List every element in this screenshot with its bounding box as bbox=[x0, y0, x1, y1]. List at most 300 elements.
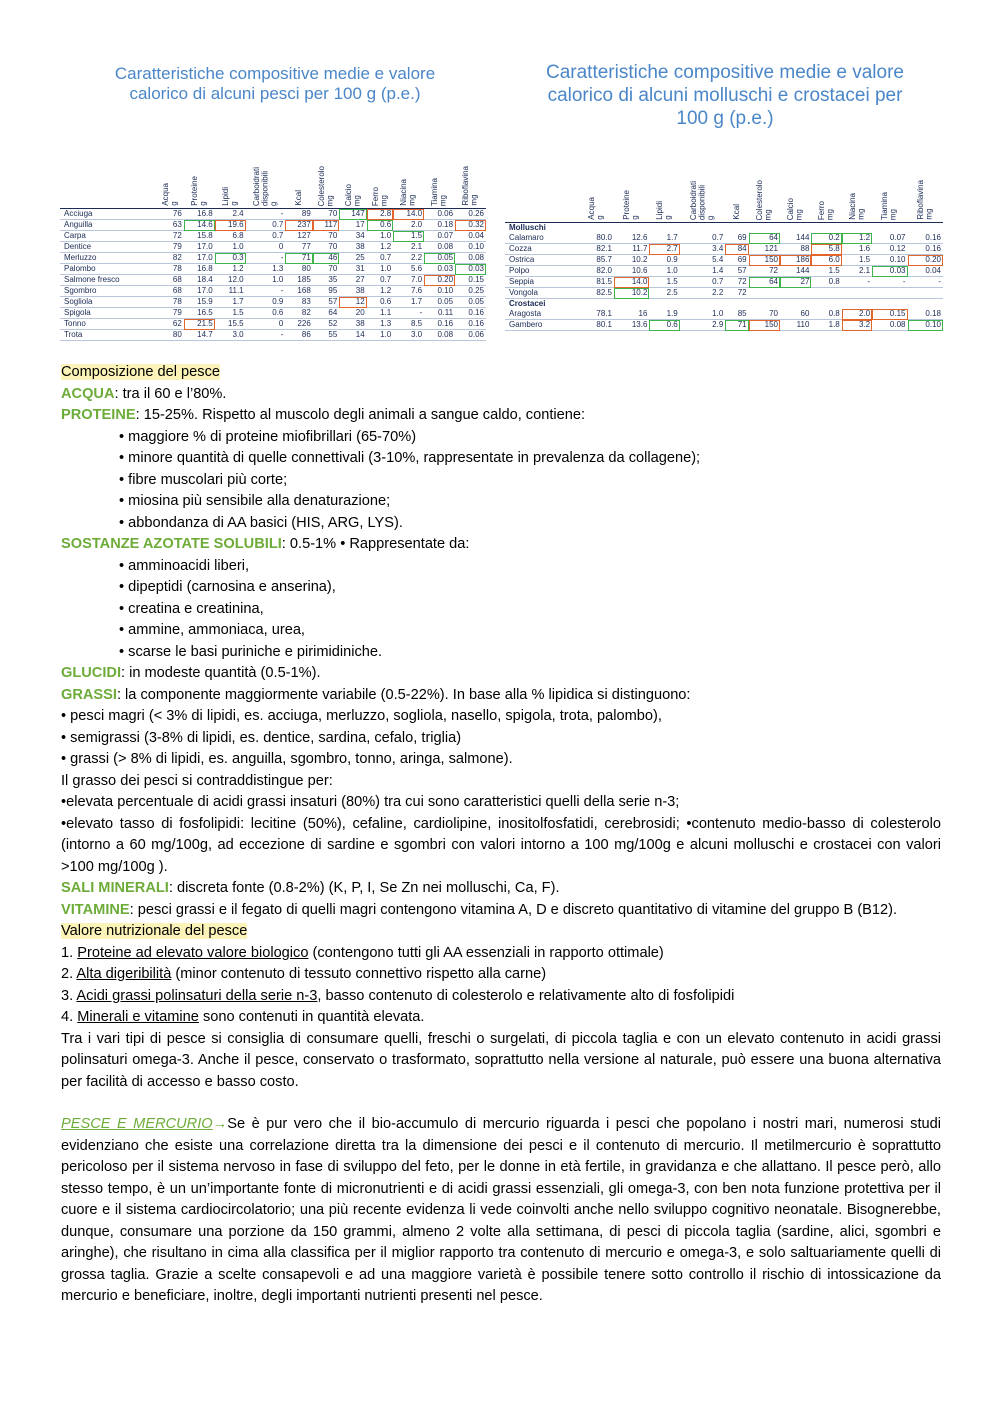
table-cell: 1.5 bbox=[649, 277, 679, 288]
table-row bbox=[60, 308, 486, 319]
column-header-label: Acqua g bbox=[161, 183, 179, 206]
table-cell: 0.11 bbox=[424, 308, 455, 319]
table-cell: 186 bbox=[780, 255, 811, 266]
table-row bbox=[505, 309, 943, 320]
list-item: • creatina e creatinina, bbox=[119, 600, 264, 617]
table-cell: 18.4 bbox=[184, 275, 215, 286]
table-cell: 0.18 bbox=[424, 220, 455, 231]
table-cell: 85.7 bbox=[579, 255, 614, 266]
arrow-icon: → bbox=[212, 1116, 228, 1132]
table-cell: 0.10 bbox=[908, 320, 944, 331]
table-cell: 69 bbox=[725, 255, 748, 266]
table-cell: 0.8 bbox=[811, 309, 841, 320]
mollusc-title-line-2: calorico di alcuni molluschi e crostacei per bbox=[547, 84, 903, 106]
item-number: 4. bbox=[61, 1009, 78, 1025]
table-cell: 38 bbox=[339, 242, 366, 253]
table-row bbox=[60, 297, 486, 308]
table-cell: 72 bbox=[725, 288, 748, 299]
table-cell: 0.05 bbox=[455, 297, 486, 308]
table-cell: 17.0 bbox=[184, 253, 215, 264]
table-cell: 0.08 bbox=[424, 330, 455, 341]
column-header-label: Colesterolo mg bbox=[316, 165, 335, 206]
mercurio-text: Se è pur vero che il bio-accumulo di mercurio riguarda i pesci che popolano i nostri mari, numerosi studi evidenziano che esiste una correlazione diretta tra la dimensione dei pesci e il contenuto di mercurio. Il metilmercurio è soprattutto pericoloso per il sistema nervoso in fase di sviluppo del feto, per le donne in età fertile, in gravidanza e che allattano. Il pesce però, allo stesso tempo, è un un’importante fonte di micronutrienti e di acidi grassi essenziali, gli omega-3, con ben nota funzione protettiva per il cuore e il sistema cardiocircolatorio; una più recente evidenza li vede coinvolti anche nello sviluppo cognitivo neonatale. Bisognerebbe, dunque, consumare una porzione da 150 grammi, almeno 2 volte alla settimana, di pesci di piccola taglia (sardine, alici, sgombri e aringhe), che risultano in cima alla classifica per il miglior rapporto tra contenuto di mercurio e omega-3, e solo saltuariamente quelli di grossa taglia. Grazie a scelte consapevoli e ad una maggiore varietà è possibile tenere sotto controllo il rischio di intossicazione da mercurio e beneficiare, inoltre, degli importanti nutrienti presenti nel pesce. bbox=[61, 1116, 941, 1304]
fish-table bbox=[60, 150, 486, 341]
table-cell: 0.20 bbox=[424, 275, 455, 286]
table-cell: 78 bbox=[157, 297, 184, 308]
table-cell: 1.0 bbox=[680, 309, 726, 320]
table-cell: 1.5 bbox=[811, 266, 841, 277]
column-header bbox=[614, 164, 649, 223]
table-cell: 0.7 bbox=[367, 253, 394, 264]
table-cell: 17.0 bbox=[184, 242, 215, 253]
column-header-label: Proteine g bbox=[622, 190, 640, 220]
table-cell: 0.08 bbox=[424, 242, 455, 253]
table-cell bbox=[749, 288, 780, 299]
proteine-label: PROTEINE bbox=[61, 407, 136, 423]
table-cell: 0.6 bbox=[367, 297, 394, 308]
table-cell: 82 bbox=[157, 253, 184, 264]
row-name: Trota bbox=[60, 330, 157, 341]
mollusc-panel-title bbox=[505, 62, 945, 130]
table-cell: 78.1 bbox=[579, 309, 614, 320]
item-text: sono contenuti in quantità elevata. bbox=[198, 1009, 425, 1025]
column-header bbox=[184, 150, 215, 209]
table-cell: 2.2 bbox=[393, 253, 424, 264]
item-text: (minor contenuto di tessuto connettivo rispetto alla carne) bbox=[171, 966, 547, 982]
table-cell: 185 bbox=[285, 275, 312, 286]
table-cell: 68 bbox=[157, 286, 184, 297]
column-header-label: Calcio mg bbox=[343, 183, 361, 206]
column-header bbox=[780, 164, 811, 223]
row-name: Tonno bbox=[60, 319, 157, 330]
table-cell: 70 bbox=[313, 242, 340, 253]
proteine-text: : 15-25%. Rispetto al muscolo degli animali a sangue caldo, contiene: bbox=[135, 407, 586, 423]
table-cell: 6.0 bbox=[811, 255, 841, 266]
table-cell: 0.08 bbox=[455, 253, 486, 264]
table-cell: 1.7 bbox=[649, 233, 679, 244]
table-cell: 0.04 bbox=[908, 266, 944, 277]
table-cell: 0.04 bbox=[455, 231, 486, 242]
column-header bbox=[872, 164, 907, 223]
table-cell: - bbox=[246, 209, 286, 220]
azotate-text: : 0.5-1% • Rappresentate da: bbox=[281, 536, 470, 552]
table-cell: 85 bbox=[725, 309, 748, 320]
table-cell: 1.4 bbox=[680, 266, 726, 277]
row-name: Salmone fresco bbox=[60, 275, 157, 286]
sali-text: : discreta fonte (0.8-2%) (K, P, I, Se Zn nei molluschi, Ca, F). bbox=[168, 880, 560, 896]
table-cell: 1.8 bbox=[811, 320, 841, 331]
item-underlined: Minerali e vitamine bbox=[77, 1009, 199, 1025]
row-name: Gambero bbox=[505, 320, 579, 331]
table-cell: 19.6 bbox=[215, 220, 246, 231]
table-cell: 64 bbox=[313, 308, 340, 319]
table-cell: 144 bbox=[780, 233, 811, 244]
row-name: Seppia bbox=[505, 277, 579, 288]
table-cell: 2.5 bbox=[649, 288, 679, 299]
table-cell: 1.5 bbox=[842, 255, 872, 266]
table-cell: 237 bbox=[285, 220, 312, 231]
column-header-label: Tiamina mg bbox=[430, 177, 448, 206]
table-cell: 0.15 bbox=[872, 309, 907, 320]
column-header-label: Riboflavina mg bbox=[915, 180, 934, 220]
item-number: 1. bbox=[61, 944, 78, 961]
table-cell: 0.25 bbox=[455, 286, 486, 297]
table-cell: 0.7 bbox=[367, 275, 394, 286]
table-cell: 11.1 bbox=[215, 286, 246, 297]
table-cell: - bbox=[246, 330, 286, 341]
table-cell: 79 bbox=[157, 308, 184, 319]
table-cell: 2.0 bbox=[393, 220, 424, 231]
table-cell: 57 bbox=[725, 266, 748, 277]
table-cell: 168 bbox=[285, 286, 312, 297]
table-cell: 16.8 bbox=[184, 264, 215, 275]
table-cell: 6.8 bbox=[215, 231, 246, 242]
table-cell: 21.5 bbox=[184, 319, 215, 330]
table-cell: 1.1 bbox=[367, 308, 394, 319]
table-cell: 14.6 bbox=[184, 220, 215, 231]
table-cell: 14.0 bbox=[393, 209, 424, 220]
column-header bbox=[215, 150, 246, 209]
list-item: • maggiore % di proteine miofibrillari (65-70%) bbox=[119, 428, 417, 445]
valore-item-1 bbox=[61, 943, 941, 965]
table-row bbox=[60, 231, 486, 242]
azotate-label: SOSTANZE AZOTATE SOLUBILI bbox=[61, 536, 282, 552]
table-cell: 1.2 bbox=[367, 286, 394, 297]
table-cell: 86 bbox=[285, 330, 312, 341]
mollusc-title-line-1: Caratteristiche compositive medie e valore bbox=[546, 62, 904, 83]
table-cell: 0.16 bbox=[908, 244, 944, 255]
table-row bbox=[60, 286, 486, 297]
table-cell: 79 bbox=[157, 242, 184, 253]
list-item: • fibre muscolari più corte; bbox=[119, 471, 288, 488]
row-name: Spigola bbox=[60, 308, 157, 319]
table-cell: 0.06 bbox=[424, 209, 455, 220]
table-cell: 3.2 bbox=[842, 320, 872, 331]
column-header-label: Lipidi g bbox=[655, 201, 673, 220]
table-cell bbox=[811, 288, 841, 299]
column-header-label: Proteine g bbox=[189, 176, 208, 206]
table-cell: 80 bbox=[285, 264, 312, 275]
table-cell: 70 bbox=[749, 309, 780, 320]
row-name: Aragosta bbox=[505, 309, 579, 320]
table-cell: - bbox=[872, 277, 907, 288]
table-row bbox=[60, 209, 486, 220]
group-label: Crostacei bbox=[509, 299, 546, 308]
table-cell: 64 bbox=[749, 277, 780, 288]
valore-heading: Valore nutrizionale del pesce bbox=[61, 923, 248, 939]
table-cell: 0.9 bbox=[649, 255, 679, 266]
mercurio-paragraph bbox=[61, 1114, 941, 1308]
table-cell: 12.6 bbox=[614, 233, 649, 244]
fish-composition-panel bbox=[60, 60, 490, 350]
table-cell: 0.15 bbox=[455, 275, 486, 286]
column-header bbox=[649, 164, 679, 223]
row-name: Vongola bbox=[505, 288, 579, 299]
table-cell: 0.10 bbox=[424, 286, 455, 297]
table-cell: 1.0 bbox=[215, 242, 246, 253]
column-header-label: Ferro mg bbox=[370, 186, 388, 206]
column-header bbox=[811, 164, 841, 223]
table-cell: 150 bbox=[749, 320, 780, 331]
column-header bbox=[725, 164, 748, 223]
list-item: • dipeptidi (carnosina e anserina), bbox=[119, 579, 336, 595]
table-cell: 68 bbox=[157, 275, 184, 286]
table-cell: 20 bbox=[339, 308, 366, 319]
table-cell: 0.8 bbox=[811, 277, 841, 288]
table-cell: 70 bbox=[313, 231, 340, 242]
table-cell: 0.03 bbox=[455, 264, 486, 275]
column-header bbox=[579, 164, 614, 223]
table-cell: 1.5 bbox=[393, 231, 424, 242]
table-cell: 71 bbox=[725, 320, 748, 331]
table-cell bbox=[908, 288, 944, 299]
column-header bbox=[285, 150, 312, 209]
list-item: • abbondanza di AA basici (HIS, ARG, LYS). bbox=[119, 514, 403, 531]
table-cell: 1.6 bbox=[842, 244, 872, 255]
table-cell: 83 bbox=[285, 297, 312, 308]
table-row bbox=[505, 288, 943, 299]
column-header-blank bbox=[60, 150, 157, 209]
item-number: 2. bbox=[61, 966, 77, 982]
table-cell: 1.0 bbox=[246, 275, 286, 286]
table-cell: 80.1 bbox=[579, 320, 614, 331]
column-header-label: Kcal bbox=[731, 204, 741, 220]
column-header-blank bbox=[505, 164, 579, 223]
table-cell: 2.8 bbox=[367, 209, 394, 220]
column-header bbox=[842, 164, 872, 223]
table-cell: 89 bbox=[285, 209, 312, 220]
table-cell: 0.6 bbox=[367, 220, 394, 231]
list-item: • scarse le basi puriniche e pirimidiniche. bbox=[119, 643, 383, 660]
table-cell: 55 bbox=[313, 330, 340, 341]
column-header-label: Ferro mg bbox=[817, 200, 835, 220]
row-name: Ostrica bbox=[505, 255, 579, 266]
table-row bbox=[60, 319, 486, 330]
table-cell: 110 bbox=[780, 320, 811, 331]
item-underlined: Acidi grassi polinsaturi della serie n-3 bbox=[76, 987, 318, 1004]
table-cell: 71 bbox=[285, 253, 312, 264]
table-cell: 80 bbox=[157, 330, 184, 341]
table-cell: 0.16 bbox=[424, 319, 455, 330]
table-cell: 14.7 bbox=[184, 330, 215, 341]
table-cell: 0.08 bbox=[872, 320, 907, 331]
table-cell: 77 bbox=[285, 242, 312, 253]
row-name: Calamaro bbox=[505, 233, 579, 244]
glucidi-text: : in modeste quantità (0.5-1%). bbox=[121, 665, 321, 681]
table-cell: 3.0 bbox=[215, 330, 246, 341]
composition-heading: Composizione del pesce bbox=[61, 364, 220, 380]
table-cell: 2.7 bbox=[649, 244, 679, 255]
vitamine-paragraph bbox=[61, 900, 941, 922]
table-cell: 5.8 bbox=[811, 244, 841, 255]
table-cell: - bbox=[246, 253, 286, 264]
table-cell: 12 bbox=[339, 297, 366, 308]
table-cell: 17 bbox=[339, 220, 366, 231]
table-cell: 0.16 bbox=[455, 319, 486, 330]
valore-item-2 bbox=[61, 964, 941, 986]
table-cell: 10.2 bbox=[614, 255, 649, 266]
table-cell: 0.06 bbox=[455, 330, 486, 341]
table-cell: 80.0 bbox=[579, 233, 614, 244]
table-cell: 17.0 bbox=[184, 286, 215, 297]
vitamine-label: VITAMINE bbox=[61, 901, 130, 918]
table-cell: 25 bbox=[339, 253, 366, 264]
column-header bbox=[157, 150, 184, 209]
list-item: Il grasso dei pesci si contraddistingue per: bbox=[61, 772, 333, 789]
group-row bbox=[505, 223, 943, 234]
table-cell: 1.9 bbox=[649, 309, 679, 320]
table-cell: 70 bbox=[313, 264, 340, 275]
table-cell: 8.5 bbox=[393, 319, 424, 330]
vitamine-text: : pesci grassi e il fegato di quelli magri contengono vitamina A, D e discreto quantitativo di vitamine del gruppo B (B12). bbox=[129, 901, 898, 918]
column-header-label: Niacina mg bbox=[399, 179, 417, 206]
table-cell: 16 bbox=[614, 309, 649, 320]
table-cell: 14.0 bbox=[614, 277, 649, 288]
table-cell: 0.18 bbox=[908, 309, 944, 320]
table-cell: 127 bbox=[285, 231, 312, 242]
column-header bbox=[313, 150, 340, 209]
table-cell: 15.8 bbox=[184, 231, 215, 242]
mollusc-table bbox=[505, 164, 943, 331]
table-cell: - bbox=[246, 286, 286, 297]
table-cell: 52 bbox=[313, 319, 340, 330]
item-underlined: Proteine ad elevato valore biologico bbox=[77, 944, 309, 961]
sali-label: SALI MINERALI bbox=[61, 880, 169, 896]
row-name: Acciuga bbox=[60, 209, 157, 220]
list-item: • grassi (> 8% di lipidi, es. anguilla, sgombro, tonno, aringa, salmone). bbox=[61, 751, 513, 767]
table-cell: 0.7 bbox=[680, 277, 726, 288]
table-cell: 16.5 bbox=[184, 308, 215, 319]
row-name: Anguilla bbox=[60, 220, 157, 231]
column-header bbox=[908, 164, 944, 223]
column-header bbox=[455, 150, 486, 209]
table-cell: 15.5 bbox=[215, 319, 246, 330]
table-row bbox=[505, 320, 943, 331]
fish-title-line-2: calorico di alcuni pesci per 100 g (p.e.) bbox=[129, 84, 421, 104]
table-cell: 150 bbox=[749, 255, 780, 266]
table-row bbox=[60, 264, 486, 275]
table-cell: 15.9 bbox=[184, 297, 215, 308]
table-cell: 1.0 bbox=[367, 231, 394, 242]
table-cell: 121 bbox=[749, 244, 780, 255]
table-cell: 31 bbox=[339, 264, 366, 275]
azotate-paragraph bbox=[61, 534, 941, 556]
table-header-row bbox=[505, 164, 943, 223]
row-name: Sgombro bbox=[60, 286, 157, 297]
list-item: •elevata percentuale di acidi grassi insaturi (80%) tra cui sono caratteristici quelli della serie n-3; bbox=[61, 794, 680, 810]
fish-panel-title bbox=[60, 64, 490, 105]
table-cell: 0.9 bbox=[246, 297, 286, 308]
list-item: • ammine, ammoniaca, urea, bbox=[119, 622, 305, 638]
table-cell: 46 bbox=[313, 253, 340, 264]
row-name: Cozza bbox=[505, 244, 579, 255]
acqua-text: : tra il 60 e l’80%. bbox=[114, 385, 227, 402]
list-item: • miosina più sensibile alla denaturazione; bbox=[119, 493, 391, 509]
table-cell: 1.2 bbox=[215, 264, 246, 275]
column-header bbox=[246, 150, 286, 209]
acqua-paragraph bbox=[61, 384, 941, 406]
column-header-label: Kcal bbox=[293, 190, 303, 206]
row-name: Merluzzo bbox=[60, 253, 157, 264]
column-header-label: Carboidrati disponibili g bbox=[688, 180, 715, 220]
table-cell: 0.6 bbox=[246, 308, 286, 319]
sali-paragraph bbox=[61, 878, 941, 900]
table-cell: 34 bbox=[339, 231, 366, 242]
table-cell: 7.0 bbox=[393, 275, 424, 286]
table-cell: - bbox=[842, 277, 872, 288]
table-cell: - bbox=[393, 308, 424, 319]
table-cell: 12.0 bbox=[215, 275, 246, 286]
group-label: Molluschi bbox=[505, 223, 943, 234]
column-header-label: Tiamina mg bbox=[880, 191, 898, 220]
table-cell: 2.1 bbox=[393, 242, 424, 253]
table-cell: 88 bbox=[780, 244, 811, 255]
table-cell: 2.0 bbox=[842, 309, 872, 320]
table-cell: 0.07 bbox=[424, 231, 455, 242]
table-cell: 70 bbox=[313, 209, 340, 220]
column-header bbox=[424, 150, 455, 209]
table-cell: 10.2 bbox=[614, 288, 649, 299]
table-cell: 82.1 bbox=[579, 244, 614, 255]
column-header-label: Calcio mg bbox=[786, 197, 804, 220]
table-cell: 0.12 bbox=[872, 244, 907, 255]
table-cell: 82 bbox=[285, 308, 312, 319]
table-cell: 95 bbox=[313, 286, 340, 297]
mercurio-link[interactable]: PESCE E MERCURIO bbox=[61, 1116, 213, 1132]
table-cell: 11.7 bbox=[614, 244, 649, 255]
table-row bbox=[60, 330, 486, 341]
table-cell: 0.05 bbox=[424, 297, 455, 308]
item-text: , basso contenuto di colesterolo e relativamente alto di fosfolipidi bbox=[317, 987, 735, 1004]
table-cell: 1.7 bbox=[215, 297, 246, 308]
column-header-label: Niacina mg bbox=[847, 193, 865, 220]
table-cell: 64 bbox=[749, 233, 780, 244]
column-header-label: Acqua g bbox=[586, 197, 605, 220]
table-cell: 0.10 bbox=[872, 255, 907, 266]
mollusc-composition-panel bbox=[505, 60, 945, 345]
table-row bbox=[505, 266, 943, 277]
table-cell: 1.2 bbox=[367, 242, 394, 253]
table-cell: 1.0 bbox=[367, 330, 394, 341]
table-row bbox=[60, 275, 486, 286]
item-number: 3. bbox=[61, 987, 77, 1004]
table-cell: 2.1 bbox=[842, 266, 872, 277]
table-cell: 5.6 bbox=[393, 264, 424, 275]
list-item: • semigrassi (3-8% di lipidi, es. dentice, sardina, cefalo, triglia) bbox=[61, 729, 462, 746]
table-cell: 0.6 bbox=[649, 320, 679, 331]
table-cell: 38 bbox=[339, 319, 366, 330]
table-cell: 2.9 bbox=[680, 320, 726, 331]
row-name: Sogliola bbox=[60, 297, 157, 308]
table-cell: 0.32 bbox=[455, 220, 486, 231]
table-cell: 0.26 bbox=[455, 209, 486, 220]
table-cell: 5.4 bbox=[680, 255, 726, 266]
column-header bbox=[393, 150, 424, 209]
table-cell: 0.7 bbox=[246, 231, 286, 242]
table-cell: 81.5 bbox=[579, 277, 614, 288]
table-cell: - bbox=[908, 277, 944, 288]
table-cell: 0.7 bbox=[680, 233, 726, 244]
table-cell: 0.20 bbox=[908, 255, 944, 266]
grassi-paragraph bbox=[61, 685, 941, 707]
table-cell: 0.05 bbox=[424, 253, 455, 264]
table-cell: 82.0 bbox=[579, 266, 614, 277]
column-header-label: Riboflavina mg bbox=[461, 166, 479, 206]
table-cell: 27 bbox=[780, 277, 811, 288]
row-name: Polpo bbox=[505, 266, 579, 277]
table-cell: 1.3 bbox=[367, 319, 394, 330]
table-cell: 60 bbox=[780, 309, 811, 320]
